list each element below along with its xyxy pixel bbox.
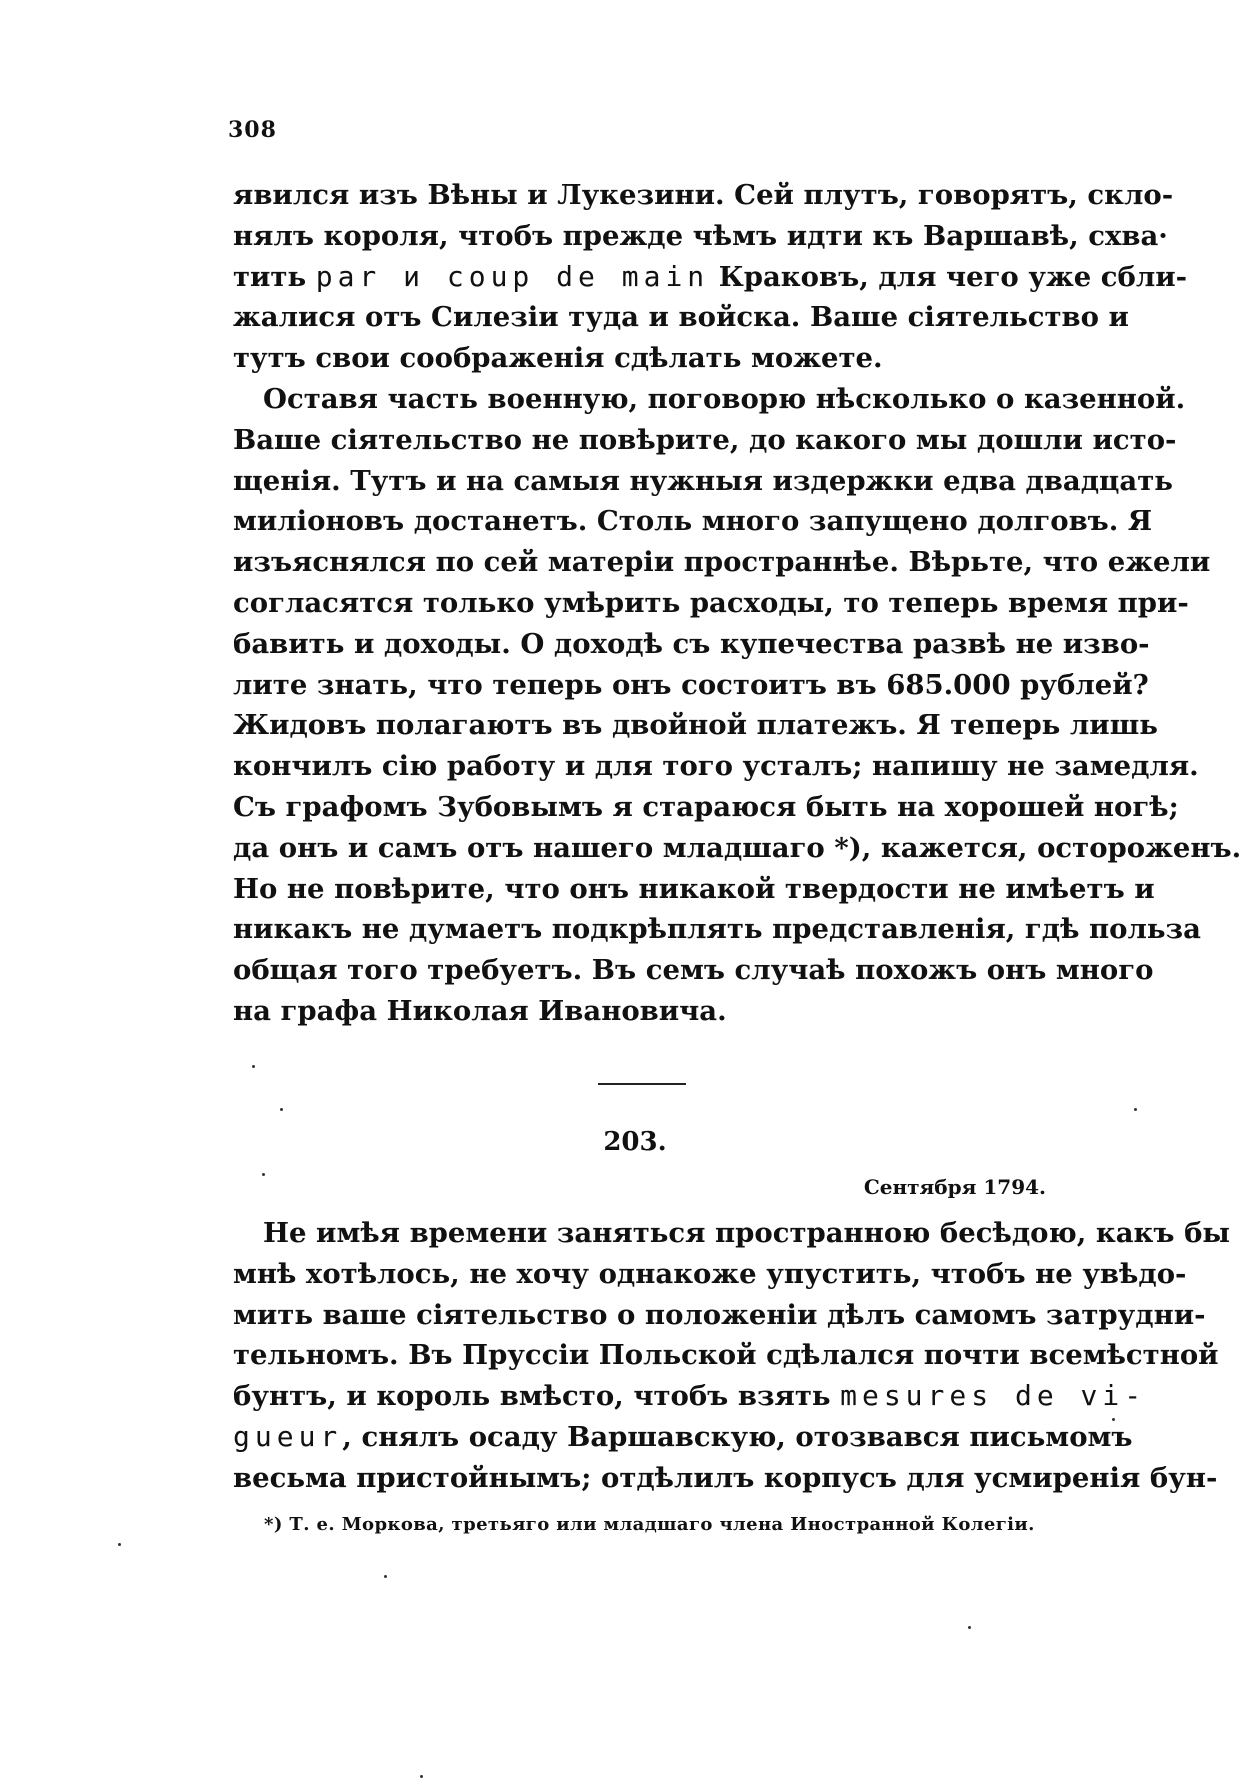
text-line: согласятся только умѣрить расходы, то теперь время при- — [233, 586, 1189, 619]
text-line — [233, 257, 1188, 298]
text-line: бавить и доходы. О доходѣ съ купечества развѣ не изво- — [233, 627, 1150, 660]
text-line: щенія. Тутъ и на самыя нужныя издержки едва двадцать — [233, 464, 1173, 497]
letter-number: 203. — [603, 1127, 667, 1157]
text-line: явился изъ Вѣны и Лукезини. Сей плутъ, говорятъ, скло- — [233, 179, 1174, 211]
text-line: Съ графомъ Зубовымъ я стараюся быть на хорошей ногѣ; — [233, 790, 1179, 823]
footnote: *) Т. е. Моркова, третьяго или младшаго члена Иностранной Колегіи. — [264, 1514, 1035, 1535]
text-line: тутъ свои соображенія сдѣлать можете. — [233, 342, 883, 375]
print-speck — [420, 1775, 423, 1778]
text-line: лите знать, что теперь онъ состоитъ въ 685.000 рублей? — [233, 668, 1149, 701]
text-line: мить ваше сіятельство о положеніи дѣлъ самомъ затрудни- — [233, 1298, 1206, 1331]
text-line: жалися отъ Силезіи туда и войска. Ваше сіятельство и — [233, 301, 1129, 334]
text-line: Ваше сіятельство не повѣрите, до какого мы дошли исто- — [233, 423, 1177, 456]
text-fragment: , снялъ осаду Варшавскую, отозвався письмомъ — [342, 1420, 1133, 1453]
text-line — [233, 1376, 1147, 1417]
text-line: миліоновъ достанетъ. Столь много запущено долговъ. Я — [233, 505, 1153, 538]
text-line: никакъ не думаетъ подкрѣплять представленія, гдѣ польза — [233, 913, 1201, 946]
text-line: тельномъ. Въ Пруссіи Польской сдѣлался почти всемѣстной — [233, 1339, 1219, 1372]
print-speck — [118, 1543, 121, 1546]
text-line: мнѣ хотѣлось, не хочу однакоже упустить, чтобъ не увѣдо- — [233, 1257, 1187, 1290]
text-line: Не имѣя времени заняться пространною бесѣдою, какъ бы — [263, 1217, 1230, 1249]
text-line: весьма пристойнымъ; отдѣлилъ корпусъ для усмиренія бун- — [233, 1461, 1218, 1494]
print-speck — [1134, 1108, 1137, 1111]
text-fragment: Краковъ, для чего уже сбли- — [709, 260, 1188, 293]
print-speck — [280, 1108, 283, 1111]
text-line: кончилъ сію работу и для того усталъ; напишу не замедля. — [233, 750, 1199, 783]
text-line: Но не повѣрите, что онъ никакой твердости не имѣетъ и — [233, 872, 1155, 905]
foreign-phrase: par и coup de main — [315, 259, 710, 293]
letter-date: Сентября 1794. — [863, 1175, 1046, 1199]
text-fragment: тить — [233, 260, 316, 293]
paragraph-block-1 — [233, 175, 1241, 1032]
foreign-phrase: mesures de vi- — [840, 1379, 1147, 1413]
print-speck — [1112, 1418, 1115, 1421]
text-fragment: бунтъ, и король вмѣсто, чтобъ взять — [233, 1380, 841, 1413]
text-line: на графа Николая Ивановича. — [233, 994, 727, 1027]
print-speck — [384, 1575, 387, 1578]
print-speck — [262, 1173, 265, 1176]
foreign-phrase: gueur — [233, 1419, 343, 1453]
section-divider — [598, 1083, 686, 1085]
text-line: общая того требуетъ. Въ семъ случаѣ похожъ онъ много — [233, 954, 1154, 987]
print-speck — [968, 1626, 971, 1629]
print-speck — [252, 1065, 255, 1068]
text-line: Жидовъ полагаютъ въ двойной платежъ. Я теперь лишь — [233, 709, 1158, 742]
text-line: изъяснялся по сей матеріи пространнѣе. Вѣрьте, что ежели — [233, 546, 1211, 579]
text-line: Оставя часть военную, поговорю нѣсколько о казенной. — [263, 382, 1186, 415]
page-number: 308 — [228, 117, 277, 143]
text-line — [233, 1417, 1133, 1458]
text-line: нялъ короля, чтобъ прежде чѣмъ идти къ Варшавѣ, схва· — [233, 219, 1168, 252]
text-line: да онъ и самъ отъ нашего младшаго *), кажется, остороженъ. — [233, 831, 1241, 864]
paragraph-block-2 — [233, 1213, 1230, 1499]
